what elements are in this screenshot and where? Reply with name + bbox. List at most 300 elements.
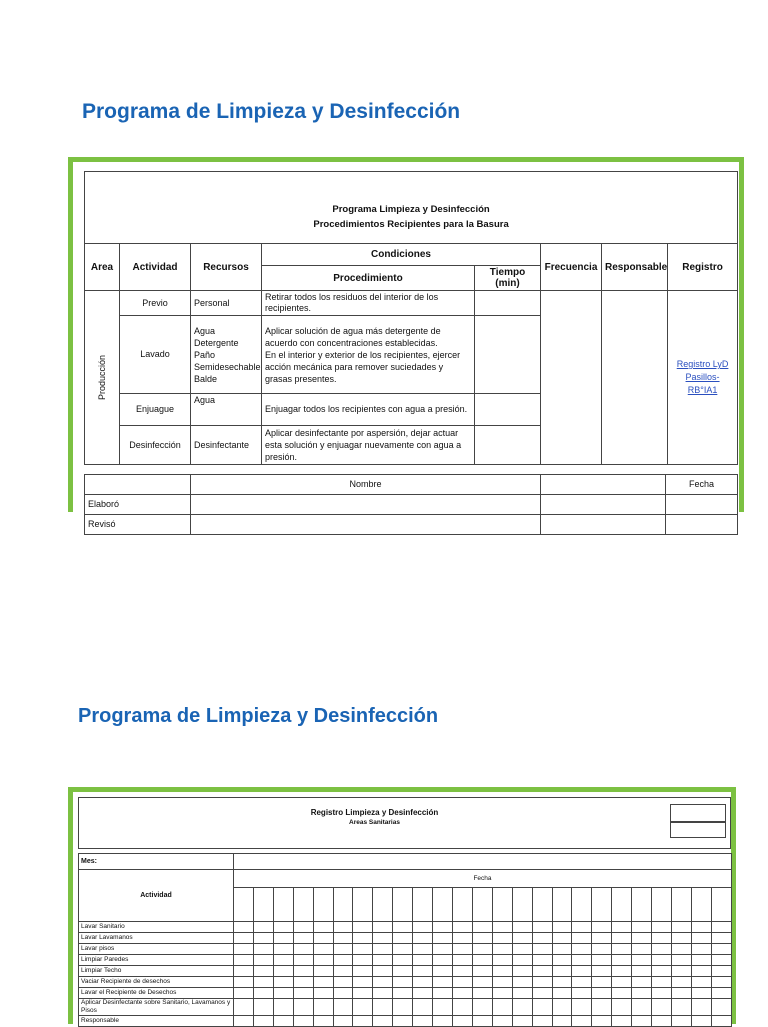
col-recursos: Recursos bbox=[191, 244, 262, 291]
sign-reviso-name[interactable] bbox=[191, 515, 541, 535]
day-check-cell[interactable] bbox=[671, 955, 691, 966]
day-check-cell[interactable] bbox=[592, 955, 612, 966]
day-check-cell[interactable] bbox=[572, 933, 592, 944]
day-check-cell[interactable] bbox=[572, 999, 592, 1016]
day-check-cell[interactable] bbox=[552, 922, 572, 933]
day-check-cell[interactable] bbox=[333, 988, 353, 999]
day-check-cell[interactable] bbox=[472, 977, 492, 988]
day-check-cell[interactable] bbox=[632, 955, 652, 966]
day-check-cell[interactable] bbox=[353, 922, 373, 933]
day-check-cell[interactable] bbox=[373, 1016, 393, 1027]
day-check-cell[interactable] bbox=[333, 955, 353, 966]
day-check-cell[interactable] bbox=[333, 999, 353, 1016]
day-check-cell[interactable] bbox=[691, 922, 711, 933]
day-check-cell[interactable] bbox=[512, 988, 532, 999]
day-check-cell[interactable] bbox=[393, 977, 413, 988]
day-check-cell[interactable] bbox=[293, 922, 313, 933]
day-check-cell[interactable] bbox=[234, 977, 254, 988]
day-check-cell[interactable] bbox=[532, 933, 552, 944]
day-check-cell[interactable] bbox=[393, 999, 413, 1016]
day-check-cell[interactable] bbox=[273, 922, 293, 933]
day-check-cell[interactable] bbox=[413, 988, 433, 999]
day-check-cell[interactable] bbox=[711, 966, 731, 977]
day-column-header bbox=[313, 888, 333, 922]
day-check-cell[interactable] bbox=[253, 922, 273, 933]
day-check-cell[interactable] bbox=[592, 1016, 612, 1027]
day-check-cell[interactable] bbox=[373, 955, 393, 966]
day-check-cell[interactable] bbox=[253, 1016, 273, 1027]
day-column-header bbox=[293, 888, 313, 922]
day-column-header bbox=[572, 888, 592, 922]
day-check-cell[interactable] bbox=[253, 933, 273, 944]
day-column-header bbox=[234, 888, 254, 922]
row-previo-tiempo bbox=[475, 291, 541, 316]
day-check-cell[interactable] bbox=[532, 944, 552, 955]
row-lavado-recursos: Agua Detergente Paño Semidesechable Balde bbox=[191, 316, 262, 394]
col-procedimiento: Procedimiento bbox=[262, 266, 475, 291]
day-check-cell[interactable] bbox=[711, 999, 731, 1016]
day-check-cell[interactable] bbox=[333, 922, 353, 933]
mes-label: Mes: bbox=[79, 854, 234, 870]
day-check-cell[interactable] bbox=[433, 988, 453, 999]
day-check-cell[interactable] bbox=[293, 977, 313, 988]
sign-reviso-extra[interactable] bbox=[541, 515, 666, 535]
day-check-cell[interactable] bbox=[273, 955, 293, 966]
activity-label: Lavar el Recipiente de Desechos bbox=[79, 988, 234, 999]
day-check-cell[interactable] bbox=[373, 977, 393, 988]
day-check-cell[interactable] bbox=[433, 1016, 453, 1027]
day-check-cell[interactable] bbox=[632, 999, 652, 1016]
day-check-cell[interactable] bbox=[353, 933, 373, 944]
day-check-cell[interactable] bbox=[353, 999, 373, 1016]
day-check-cell[interactable] bbox=[433, 977, 453, 988]
day-check-cell[interactable] bbox=[373, 966, 393, 977]
day-check-cell[interactable] bbox=[512, 944, 532, 955]
day-check-cell[interactable] bbox=[592, 977, 612, 988]
day-check-cell[interactable] bbox=[691, 1016, 711, 1027]
day-check-cell[interactable] bbox=[452, 944, 472, 955]
day-check-cell[interactable] bbox=[512, 966, 532, 977]
day-check-cell[interactable] bbox=[711, 955, 731, 966]
day-check-cell[interactable] bbox=[313, 955, 333, 966]
day-check-cell[interactable] bbox=[393, 1016, 413, 1027]
row-lavado-tiempo bbox=[475, 316, 541, 394]
page-title-top: Programa de Limpieza y Desinfección bbox=[82, 100, 461, 123]
day-check-cell[interactable] bbox=[452, 977, 472, 988]
day-check-cell[interactable] bbox=[234, 988, 254, 999]
day-check-cell[interactable] bbox=[333, 1016, 353, 1027]
day-check-cell[interactable] bbox=[632, 933, 652, 944]
day-check-cell[interactable] bbox=[671, 966, 691, 977]
day-check-cell[interactable] bbox=[552, 933, 572, 944]
day-check-cell[interactable] bbox=[512, 933, 532, 944]
day-check-cell[interactable] bbox=[373, 988, 393, 999]
registro-version-box bbox=[670, 822, 726, 838]
procedures-header-subtitle: Procedimientos Recipientes para la Basura bbox=[313, 218, 509, 230]
sign-elaboro-label: Elaboró bbox=[85, 495, 191, 515]
day-check-cell[interactable] bbox=[452, 988, 472, 999]
day-check-cell[interactable] bbox=[711, 944, 731, 955]
day-check-cell[interactable] bbox=[592, 966, 612, 977]
mes-value[interactable] bbox=[234, 854, 732, 870]
activity-row bbox=[79, 977, 732, 988]
day-column-header bbox=[333, 888, 353, 922]
day-check-cell[interactable] bbox=[612, 999, 632, 1016]
day-check-cell[interactable] bbox=[413, 955, 433, 966]
row-enjuague-recursos: Agua bbox=[191, 394, 262, 426]
page-title-bottom: Programa de Limpieza y Desinfección bbox=[78, 705, 439, 727]
day-check-cell[interactable] bbox=[333, 977, 353, 988]
day-check-cell[interactable] bbox=[413, 966, 433, 977]
col-tiempo: Tiempo (min) bbox=[475, 266, 541, 291]
day-check-cell[interactable] bbox=[552, 1016, 572, 1027]
day-check-cell[interactable] bbox=[652, 966, 672, 977]
day-check-cell[interactable] bbox=[253, 988, 273, 999]
day-check-cell[interactable] bbox=[293, 999, 313, 1016]
day-check-cell[interactable] bbox=[353, 944, 373, 955]
sign-blank-2 bbox=[541, 475, 666, 495]
day-check-cell[interactable] bbox=[652, 944, 672, 955]
day-check-cell[interactable] bbox=[373, 999, 393, 1016]
day-check-cell[interactable] bbox=[691, 933, 711, 944]
day-check-cell[interactable] bbox=[612, 966, 632, 977]
day-check-cell[interactable] bbox=[234, 1016, 254, 1027]
day-check-cell[interactable] bbox=[353, 1016, 373, 1027]
day-check-cell[interactable] bbox=[512, 1016, 532, 1027]
day-check-cell[interactable] bbox=[393, 944, 413, 955]
day-check-cell[interactable] bbox=[671, 1016, 691, 1027]
day-check-cell[interactable] bbox=[612, 933, 632, 944]
activity-row bbox=[79, 933, 732, 944]
day-check-cell[interactable] bbox=[293, 944, 313, 955]
day-check-cell[interactable] bbox=[652, 999, 672, 1016]
day-check-cell[interactable] bbox=[691, 966, 711, 977]
day-check-cell[interactable] bbox=[632, 944, 652, 955]
row-previo-procedimiento: Retirar todos los residuos del interior de los recipientes. bbox=[262, 291, 475, 316]
day-check-cell[interactable] bbox=[612, 977, 632, 988]
day-check-cell[interactable] bbox=[253, 999, 273, 1016]
day-check-cell[interactable] bbox=[592, 944, 612, 955]
activity-row bbox=[79, 955, 732, 966]
row-lavado-actividad: Lavado bbox=[120, 316, 191, 394]
day-check-cell[interactable] bbox=[253, 955, 273, 966]
day-check-cell[interactable] bbox=[612, 955, 632, 966]
day-column-header bbox=[691, 888, 711, 922]
day-check-cell[interactable] bbox=[492, 955, 512, 966]
day-check-cell[interactable] bbox=[253, 944, 273, 955]
day-check-cell[interactable] bbox=[353, 966, 373, 977]
day-check-cell[interactable] bbox=[313, 933, 333, 944]
fecha-header: Fecha bbox=[234, 870, 732, 888]
day-check-cell[interactable] bbox=[433, 955, 453, 966]
day-column-header bbox=[711, 888, 731, 922]
day-check-cell[interactable] bbox=[393, 988, 413, 999]
day-check-cell[interactable] bbox=[452, 966, 472, 977]
registro-link[interactable]: Registro LyD Pasillos-RB°IA1 bbox=[676, 359, 729, 395]
day-check-cell[interactable] bbox=[313, 966, 333, 977]
day-check-cell[interactable] bbox=[472, 999, 492, 1016]
day-check-cell[interactable] bbox=[433, 999, 453, 1016]
day-check-cell[interactable] bbox=[632, 988, 652, 999]
day-check-cell[interactable] bbox=[612, 1016, 632, 1027]
sign-nombre-header: Nombre bbox=[191, 475, 541, 495]
day-check-cell[interactable] bbox=[552, 955, 572, 966]
day-check-cell[interactable] bbox=[572, 955, 592, 966]
day-check-cell[interactable] bbox=[452, 922, 472, 933]
day-check-cell[interactable] bbox=[273, 999, 293, 1016]
day-check-cell[interactable] bbox=[671, 999, 691, 1016]
day-check-cell[interactable] bbox=[711, 988, 731, 999]
day-check-cell[interactable] bbox=[393, 922, 413, 933]
day-check-cell[interactable] bbox=[512, 922, 532, 933]
day-check-cell[interactable] bbox=[492, 1016, 512, 1027]
day-check-cell[interactable] bbox=[413, 922, 433, 933]
day-check-cell[interactable] bbox=[293, 988, 313, 999]
day-check-cell[interactable] bbox=[313, 944, 333, 955]
signature-table bbox=[84, 474, 738, 535]
day-check-cell[interactable] bbox=[572, 977, 592, 988]
spreadsheet-procedures bbox=[68, 157, 744, 529]
day-check-cell[interactable] bbox=[273, 977, 293, 988]
col-responsable: Responsable bbox=[602, 244, 668, 291]
activity-label: Lavar Sanitario bbox=[79, 922, 234, 933]
spreadsheet-registro bbox=[68, 787, 736, 1024]
day-check-cell[interactable] bbox=[671, 933, 691, 944]
day-check-cell[interactable] bbox=[353, 988, 373, 999]
day-check-cell[interactable] bbox=[532, 1016, 552, 1027]
day-check-cell[interactable] bbox=[572, 1016, 592, 1027]
day-check-cell[interactable] bbox=[353, 977, 373, 988]
day-check-cell[interactable] bbox=[592, 988, 612, 999]
day-check-cell[interactable] bbox=[234, 933, 254, 944]
day-check-cell[interactable] bbox=[472, 944, 492, 955]
activity-row bbox=[79, 944, 732, 955]
day-check-cell[interactable] bbox=[393, 955, 413, 966]
day-check-cell[interactable] bbox=[452, 955, 472, 966]
sign-blank bbox=[85, 475, 191, 495]
day-column-header bbox=[552, 888, 572, 922]
row-enjuague-procedimiento: Enjuagar todos los recipientes con agua a presión. bbox=[262, 394, 475, 426]
day-check-cell[interactable] bbox=[552, 977, 572, 988]
col-condiciones: Condiciones bbox=[262, 244, 541, 266]
day-check-cell[interactable] bbox=[612, 922, 632, 933]
col-registro: Registro bbox=[668, 244, 738, 291]
actividad-header: Actividad bbox=[79, 870, 234, 922]
day-check-cell[interactable] bbox=[273, 988, 293, 999]
day-check-cell[interactable] bbox=[234, 955, 254, 966]
day-check-cell[interactable] bbox=[333, 966, 353, 977]
activity-label: Aplicar Desinfectante sobre Sanitario, Lavamanos y Pisos bbox=[79, 999, 234, 1016]
day-check-cell[interactable] bbox=[711, 922, 731, 933]
day-check-cell[interactable] bbox=[592, 999, 612, 1016]
day-check-cell[interactable] bbox=[413, 977, 433, 988]
row-desinfeccion-tiempo bbox=[475, 426, 541, 465]
day-check-cell[interactable] bbox=[293, 955, 313, 966]
day-check-cell[interactable] bbox=[452, 1016, 472, 1027]
day-check-cell[interactable] bbox=[413, 933, 433, 944]
day-check-cell[interactable] bbox=[691, 955, 711, 966]
day-check-cell[interactable] bbox=[393, 966, 413, 977]
day-column-header bbox=[413, 888, 433, 922]
day-check-cell[interactable] bbox=[472, 988, 492, 999]
day-check-cell[interactable] bbox=[273, 1016, 293, 1027]
registro-title: Registro Limpieza y Desinfección bbox=[310, 808, 439, 817]
day-check-cell[interactable] bbox=[492, 944, 512, 955]
day-check-cell[interactable] bbox=[373, 944, 393, 955]
day-check-cell[interactable] bbox=[492, 999, 512, 1016]
day-check-cell[interactable] bbox=[492, 966, 512, 977]
day-check-cell[interactable] bbox=[234, 944, 254, 955]
day-check-cell[interactable] bbox=[413, 999, 433, 1016]
activity-label: Responsable bbox=[79, 1016, 234, 1027]
day-check-cell[interactable] bbox=[652, 988, 672, 999]
day-check-cell[interactable] bbox=[592, 933, 612, 944]
day-check-cell[interactable] bbox=[393, 933, 413, 944]
day-column-header bbox=[452, 888, 472, 922]
day-check-cell[interactable] bbox=[313, 988, 333, 999]
day-check-cell[interactable] bbox=[691, 944, 711, 955]
day-check-cell[interactable] bbox=[273, 944, 293, 955]
day-check-cell[interactable] bbox=[711, 977, 731, 988]
day-check-cell[interactable] bbox=[552, 966, 572, 977]
day-check-cell[interactable] bbox=[313, 922, 333, 933]
day-check-cell[interactable] bbox=[711, 933, 731, 944]
day-column-header bbox=[472, 888, 492, 922]
day-check-cell[interactable] bbox=[313, 1016, 333, 1027]
day-check-cell[interactable] bbox=[671, 977, 691, 988]
day-check-cell[interactable] bbox=[472, 922, 492, 933]
activity-row bbox=[79, 988, 732, 999]
procedures-table bbox=[84, 171, 738, 465]
day-column-header bbox=[373, 888, 393, 922]
day-check-cell[interactable] bbox=[632, 1016, 652, 1027]
day-check-cell[interactable] bbox=[572, 988, 592, 999]
day-check-cell[interactable] bbox=[532, 955, 552, 966]
row-desinfeccion-recursos: Desinfectante bbox=[191, 426, 262, 465]
day-check-cell[interactable] bbox=[433, 966, 453, 977]
day-check-cell[interactable] bbox=[273, 966, 293, 977]
day-check-cell[interactable] bbox=[632, 966, 652, 977]
registro-cell bbox=[668, 291, 738, 465]
day-check-cell[interactable] bbox=[532, 922, 552, 933]
day-check-cell[interactable] bbox=[413, 944, 433, 955]
day-check-cell[interactable] bbox=[353, 955, 373, 966]
day-check-cell[interactable] bbox=[433, 944, 453, 955]
day-check-cell[interactable] bbox=[253, 966, 273, 977]
sign-reviso-date[interactable] bbox=[666, 515, 738, 535]
sign-elaboro-extra[interactable] bbox=[541, 495, 666, 515]
day-column-header bbox=[353, 888, 373, 922]
area-value: Producción bbox=[96, 354, 107, 401]
day-check-cell[interactable] bbox=[552, 944, 572, 955]
day-check-cell[interactable] bbox=[472, 966, 492, 977]
day-check-cell[interactable] bbox=[234, 966, 254, 977]
day-check-cell[interactable] bbox=[572, 966, 592, 977]
day-check-cell[interactable] bbox=[532, 999, 552, 1016]
day-check-cell[interactable] bbox=[492, 977, 512, 988]
day-check-cell[interactable] bbox=[293, 933, 313, 944]
day-check-cell[interactable] bbox=[652, 933, 672, 944]
activity-row bbox=[79, 922, 732, 933]
day-check-cell[interactable] bbox=[532, 988, 552, 999]
day-check-cell[interactable] bbox=[293, 1016, 313, 1027]
day-check-cell[interactable] bbox=[472, 1016, 492, 1027]
day-column-header bbox=[512, 888, 532, 922]
day-check-cell[interactable] bbox=[333, 944, 353, 955]
day-check-cell[interactable] bbox=[472, 933, 492, 944]
day-check-cell[interactable] bbox=[512, 955, 532, 966]
day-check-cell[interactable] bbox=[333, 933, 353, 944]
day-check-cell[interactable] bbox=[433, 933, 453, 944]
day-check-cell[interactable] bbox=[691, 999, 711, 1016]
day-check-cell[interactable] bbox=[671, 922, 691, 933]
activity-row bbox=[79, 1016, 732, 1027]
day-check-cell[interactable] bbox=[652, 922, 672, 933]
day-check-cell[interactable] bbox=[572, 944, 592, 955]
activity-label: Limpiar Paredes bbox=[79, 955, 234, 966]
day-check-cell[interactable] bbox=[293, 966, 313, 977]
day-check-cell[interactable] bbox=[671, 988, 691, 999]
sign-elaboro-name[interactable] bbox=[191, 495, 541, 515]
day-check-cell[interactable] bbox=[373, 933, 393, 944]
day-check-cell[interactable] bbox=[234, 999, 254, 1016]
day-check-cell[interactable] bbox=[691, 988, 711, 999]
day-column-header bbox=[671, 888, 691, 922]
day-check-cell[interactable] bbox=[552, 988, 572, 999]
day-check-cell[interactable] bbox=[612, 944, 632, 955]
sign-elaboro-date[interactable] bbox=[666, 495, 738, 515]
day-check-cell[interactable] bbox=[532, 977, 552, 988]
day-check-cell[interactable] bbox=[452, 933, 472, 944]
day-check-cell[interactable] bbox=[532, 966, 552, 977]
day-check-cell[interactable] bbox=[492, 922, 512, 933]
day-check-cell[interactable] bbox=[433, 922, 453, 933]
day-check-cell[interactable] bbox=[671, 944, 691, 955]
day-check-cell[interactable] bbox=[652, 1016, 672, 1027]
day-check-cell[interactable] bbox=[273, 933, 293, 944]
day-check-cell[interactable] bbox=[632, 922, 652, 933]
day-check-cell[interactable] bbox=[711, 1016, 731, 1027]
activity-label: Limpiar Techo bbox=[79, 966, 234, 977]
day-check-cell[interactable] bbox=[512, 999, 532, 1016]
row-previo-actividad: Previo bbox=[120, 291, 191, 316]
activity-row bbox=[79, 999, 732, 1016]
day-check-cell[interactable] bbox=[413, 1016, 433, 1027]
day-check-cell[interactable] bbox=[452, 999, 472, 1016]
day-check-cell[interactable] bbox=[313, 999, 333, 1016]
day-column-header bbox=[253, 888, 273, 922]
row-enjuague-tiempo bbox=[475, 394, 541, 426]
day-check-cell[interactable] bbox=[512, 977, 532, 988]
activity-row bbox=[79, 966, 732, 977]
day-check-cell[interactable] bbox=[313, 977, 333, 988]
col-area: Area bbox=[85, 244, 120, 291]
day-check-cell[interactable] bbox=[373, 922, 393, 933]
day-check-cell[interactable] bbox=[632, 977, 652, 988]
day-check-cell[interactable] bbox=[492, 988, 512, 999]
day-check-cell[interactable] bbox=[612, 988, 632, 999]
day-check-cell[interactable] bbox=[572, 922, 592, 933]
day-check-cell[interactable] bbox=[492, 933, 512, 944]
day-check-cell[interactable] bbox=[691, 977, 711, 988]
day-check-cell[interactable] bbox=[652, 955, 672, 966]
day-check-cell[interactable] bbox=[234, 922, 254, 933]
day-check-cell[interactable] bbox=[472, 955, 492, 966]
day-check-cell[interactable] bbox=[592, 922, 612, 933]
day-check-cell[interactable] bbox=[652, 977, 672, 988]
day-check-cell[interactable] bbox=[253, 977, 273, 988]
day-check-cell[interactable] bbox=[552, 999, 572, 1016]
